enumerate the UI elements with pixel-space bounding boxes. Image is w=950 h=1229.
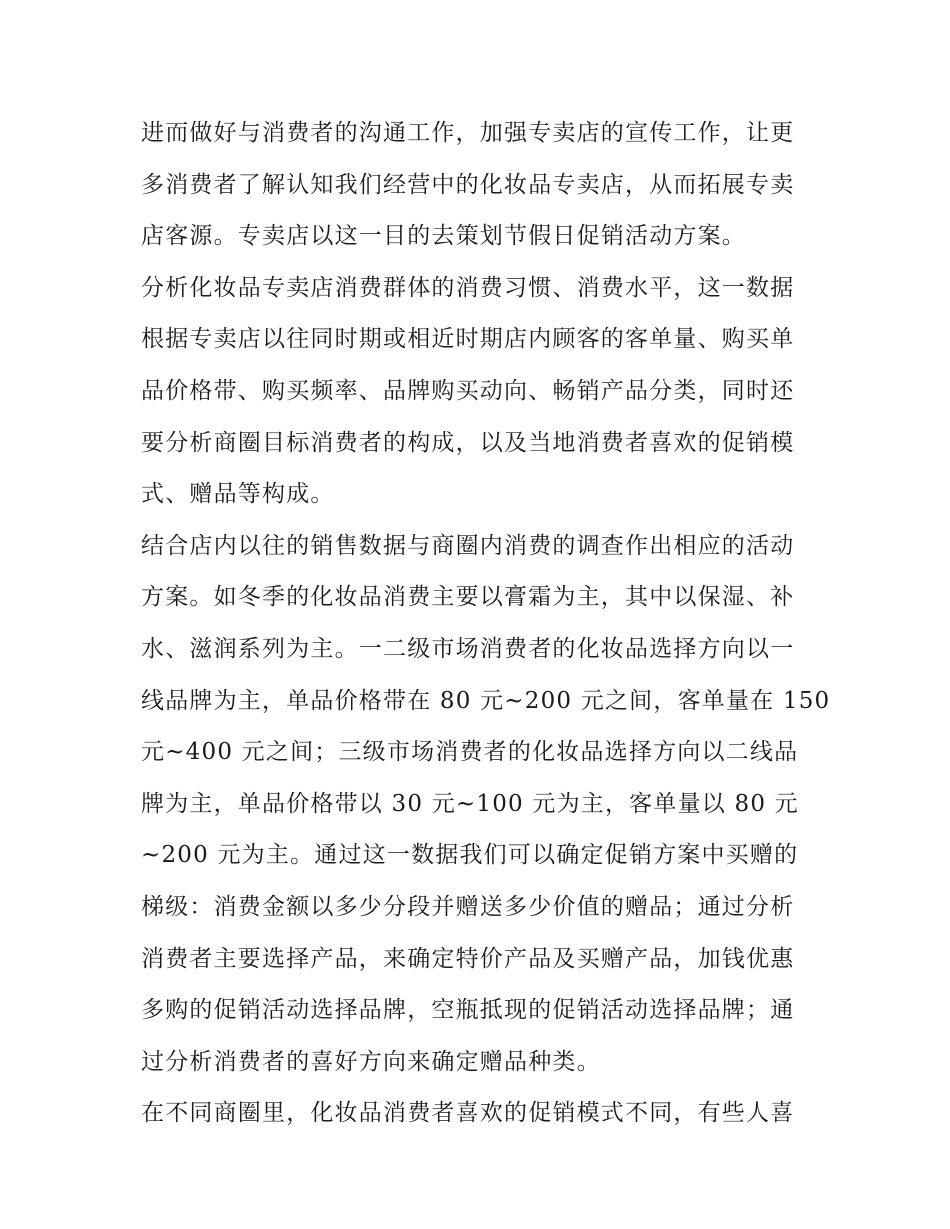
text-line: 梯级：消费金额以多少分段并赠送多少价值的赠品；通过分析 bbox=[141, 893, 795, 920]
text-line: 品价格带、购买频率、品牌购买动向、畅销产品分类，同时还 bbox=[141, 377, 795, 404]
text-line: 分析化妆品专卖店消费群体的消费习惯、消费水平，这一数据 bbox=[141, 274, 795, 301]
document-body bbox=[141, 108, 831, 1140]
text-line: 过分析消费者的喜好方向来确定赠品种类。 bbox=[141, 1048, 601, 1075]
text-line: 根据专卖店以往同时期或相近时期店内顾客的客单量、购买单 bbox=[141, 326, 795, 353]
text-line: 在不同商圈里，化妆品消费者喜欢的促销模式不同，有些人喜 bbox=[141, 1100, 795, 1127]
text-line: 结合店内以往的销售数据与商圈内消费的调查作出相应的活动 bbox=[141, 532, 795, 559]
text-line: 消费者主要选择产品，来确定特价产品及买赠产品，加钱优惠 bbox=[141, 945, 795, 972]
text-line: 水、滋润系列为主。一二级市场消费者的化妆品选择方向以一 bbox=[141, 635, 795, 662]
text-line: 多购的促销活动选择品牌，空瓶抵现的促销活动选择品牌；通 bbox=[141, 997, 795, 1024]
text-line: 进而做好与消费者的沟通工作，加强专卖店的宣传工作，让更 bbox=[141, 120, 795, 146]
text-line: 式、赠品等构成。 bbox=[141, 481, 335, 508]
text-line: ~200 元为主。通过这一数据我们可以确定促销方案中买赠的 bbox=[141, 842, 799, 869]
text-line: 牌为主，单品价格带以 30 元~100 元为主，客单量以 80 元 bbox=[141, 790, 799, 817]
text-line: 方案。如冬季的化妆品消费主要以膏霜为主，其中以保湿、补 bbox=[141, 584, 795, 611]
text-line: 线品牌为主，单品价格带在 80 元~200 元之间，客单量在 150 bbox=[141, 687, 831, 714]
text-line: 元~400 元之间；三级市场消费者的化妆品选择方向以二线品 bbox=[141, 739, 799, 766]
text-line: 多消费者了解认知我们经营中的化妆品专卖店，从而拓展专卖 bbox=[141, 171, 795, 198]
text-line: 要分析商圈目标消费者的构成，以及当地消费者喜欢的促销模 bbox=[141, 429, 795, 456]
text-line: 店客源。专卖店以这一目的去策划节假日促销活动方案。 bbox=[141, 223, 746, 250]
